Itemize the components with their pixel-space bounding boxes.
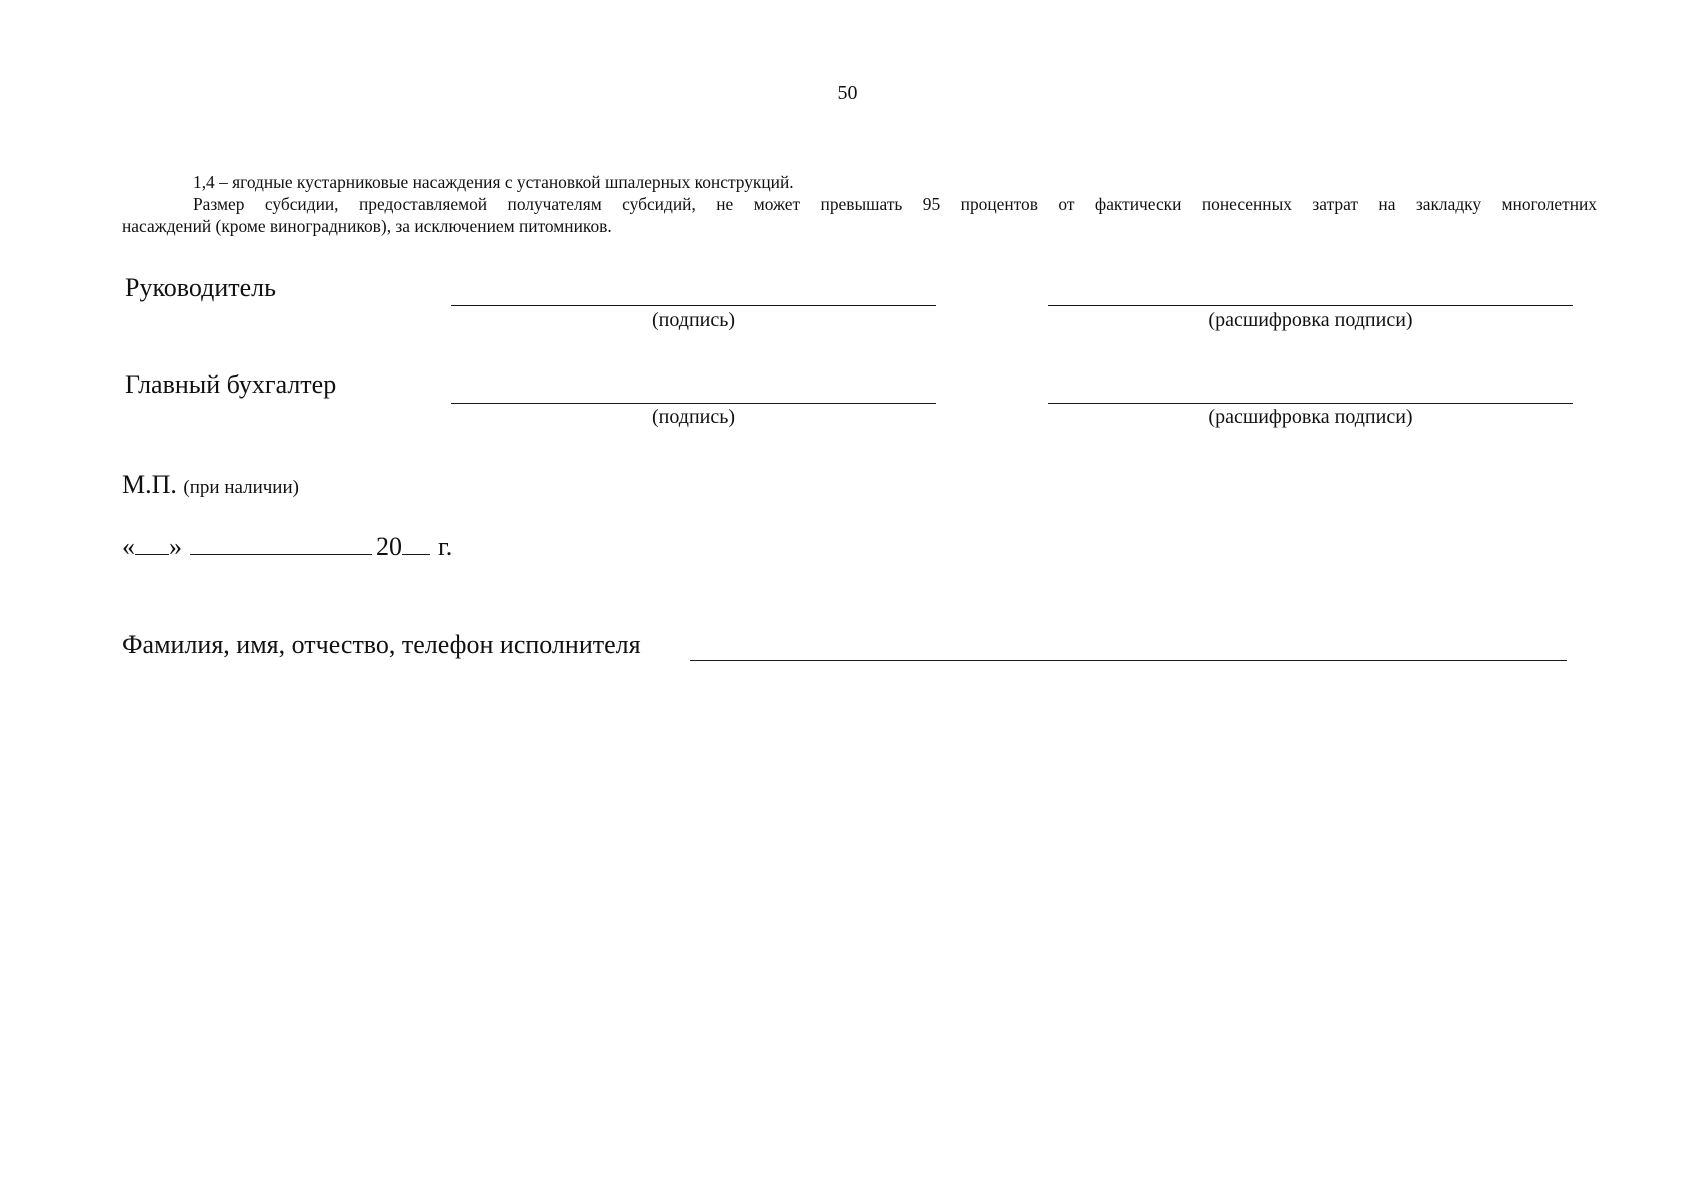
day-blank — [135, 532, 169, 555]
year-suffix: г. — [438, 532, 453, 561]
paragraph-line-2: Размер субсидии, предоставляемой получателям субсидий, не может превышать 95 процентов от фактически понесенных затрат на закладку многолетних — [193, 194, 1597, 214]
role-label-head: Руководитель — [125, 273, 276, 302]
stamp-place — [122, 470, 299, 500]
date-row — [122, 532, 452, 562]
stamp-label: М.П. — [122, 470, 177, 499]
head-decoding-line — [1048, 305, 1573, 306]
paragraph-line-1: 1,4 – ягодные кустарниковые насаждения с установкой шпалерных конструкций. — [193, 172, 794, 192]
role-label-accountant: Главный бухгалтер — [125, 370, 337, 399]
accountant-decoding-line — [1048, 403, 1573, 404]
executor-label: Фамилия, имя, отчество, телефон исполнителя — [122, 630, 641, 659]
head-decoding-caption: (расшифровка подписи) — [1208, 309, 1413, 331]
stamp-note: (при наличии) — [183, 477, 299, 498]
date-open-quote: « — [122, 532, 135, 561]
page-number: 50 — [837, 82, 858, 104]
head-signature-line — [451, 305, 936, 306]
accountant-signature-caption: (подпись) — [651, 406, 736, 428]
year-blank — [402, 532, 430, 555]
date-close-quote: » — [169, 532, 182, 561]
month-blank — [190, 532, 372, 555]
executor-line — [690, 660, 1567, 661]
year-prefix: 20 — [376, 532, 402, 561]
accountant-signature-line — [451, 403, 936, 404]
accountant-decoding-caption: (расшифровка подписи) — [1208, 406, 1413, 428]
head-signature-caption: (подпись) — [651, 309, 736, 331]
paragraph-line-3: насаждений (кроме виноградников), за исключением питомников. — [122, 216, 612, 236]
